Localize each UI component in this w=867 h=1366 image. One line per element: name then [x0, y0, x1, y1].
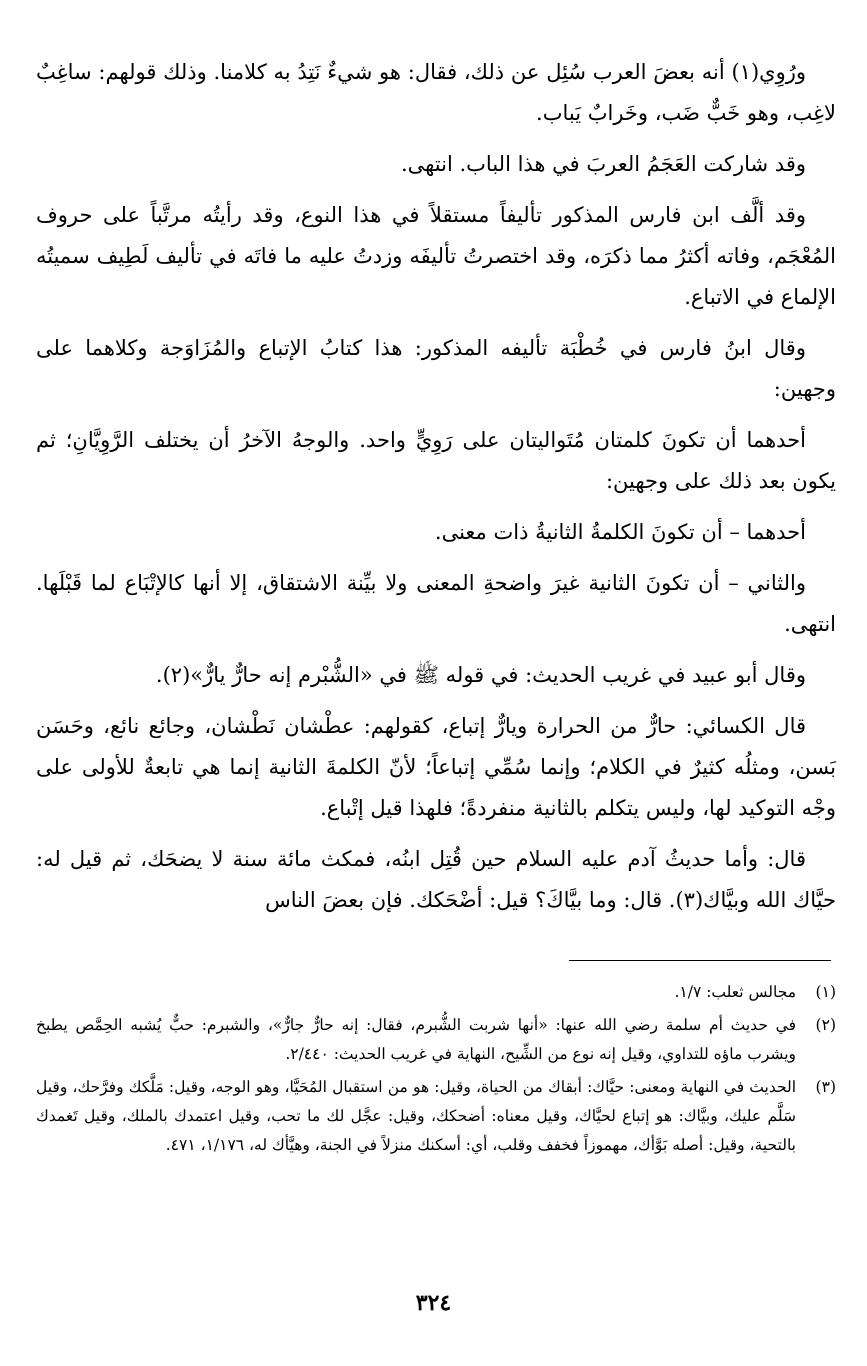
- paragraph-2: وقد شاركت العَجَمُ العربَ في هذا الباب. انتهى.: [400, 152, 806, 176]
- paragraph-5: أحدهما أن تكونَ كلمتان مُتَواليتان على رَوِيٍّ واحد. والوجهُ الآخرُ أن يختلف الرَّوِيَّانِ؛ ثم يكون بعد ذلك على وجهين:: [36, 428, 836, 493]
- paragraph-3: وقد ألَّف ابن فارس المذكور تأليفاً مستقلاً في هذا النوع، وقد رأيتُه مرتَّباً على حروف المُعْجَم، وفاته أكثرُ مما ذكرَه، وقد اختصرتُ تأليفَه وزدتُ عليه ما فاتَه في تأليف لَطِيف سميتُه الإلماع في الاتباع.: [36, 203, 836, 309]
- footnote-number: (٢): [815, 1016, 836, 1034]
- paragraph-7: والثاني – أن تكونَ الثانية غيرَ واضحةِ المعنى ولا بيِّنة الاشتقاق، إلا أنها كالإتْبَاع لما قَبْلَها. انتهى.: [36, 571, 836, 636]
- footnote-1: [36, 978, 836, 1007]
- paragraph-4: وقال ابنُ فارس في خُطْبَة تأليفه المذكور: هذا كتابُ الإتباع والمُزَاوَجة وكلاهما على وجهين:: [36, 336, 836, 401]
- paragraph-1: ورُوِي(١) أنه بعضَ العرب سُئِل عن ذلك، فقال: هو شيءٌ نَتِدُ به كلامنا. وذلك قولهم: ساغِبٌ لاغِب، وهو خَبٌّ ضَب، وخَرابٌ يَباب.: [36, 60, 836, 125]
- footnote-text: مجالس ثعلب: ١/٧.: [674, 983, 796, 1001]
- paragraph-6: أحدهما – أن تكونَ الكلمةُ الثانيةُ ذات معنى.: [434, 520, 806, 544]
- footnote-separator: [569, 960, 831, 961]
- footnote-2: [36, 1011, 836, 1069]
- paragraph-9: قال الكسائي: حارٌّ من الحرارة ويارٌّ إتباع، كقولهم: عطْشان نَطْشان، وجائع نائع، وحَسَن بَسن، ومثلُه كثيرٌ في الكلام؛ وإنما سُمِّي إتباعاً؛ لأنّ الكلمةَ الثانية إنما هي تابعةٌ للأولى على وجْه التوكيد لها، وليس يتكلم بالثانية منفردةً؛ فلهذا قيل إتْباع.: [36, 714, 836, 820]
- paragraph-8: وقال أبو عبيد في غريب الحديث: في قوله ﷺ في «الشُّبْرم إنه حارٌّ يارٌّ»(٢).: [155, 663, 806, 687]
- footnote-text: في حديث أم سلمة رضي الله عنها: «أنها شربت الشُّبرم، فقال: إنه حارٌّ جارٌّ»، والشبرم: حبٌّ يُشبه الحِمَّص يطبخ ويشرب ماؤه للتداوي، وقيل إنه نوع من الشِّيح، النهاية في غريب الحديث: ٢/٤٤٠.: [36, 1016, 796, 1063]
- footnote-3: [36, 1073, 836, 1160]
- paragraph-10: قال: وأما حديثُ آدم عليه السلام حين قُتِل ابنُه، فمكث مائة سنة لا يضحَك، ثم قيل له: حيَّاك الله وبيَّاك(٣). قال: وما بيَّاكَ؟ قيل: أضْحَكك. فإن بعضَ الناس: [36, 847, 836, 912]
- main-text: [36, 52, 836, 931]
- footnote-number: (١): [815, 983, 836, 1001]
- footnote-number: (٣): [815, 1078, 836, 1096]
- footnotes: [36, 978, 836, 1164]
- page-number: ٣٢٤: [415, 1290, 452, 1316]
- footnote-text: الحديث في النهاية ومعنى: حيَّاك: أبقاك من الحياة، وقيل: هو من استقبال المُحَيَّا، وهو الوجه، وقيل: مَلَّكك وفرَّحك، وقيل سَلَّم عليك، وبيَّاك: هو إتباع لحيَّاك، وقيل معناه: أضحكك، وقيل: عجَّل لك ما تحب، وقيل اعتمدك بالملك، وقيل تَغمدك بالتحية، وقيل: أصله بَوَّأك، مهموزاً فخفف وقلب، أي: أسكنك منزلاً في الجنة، وهيَّأك له، ١/١٧٦، ٤٧١.: [36, 1078, 796, 1154]
